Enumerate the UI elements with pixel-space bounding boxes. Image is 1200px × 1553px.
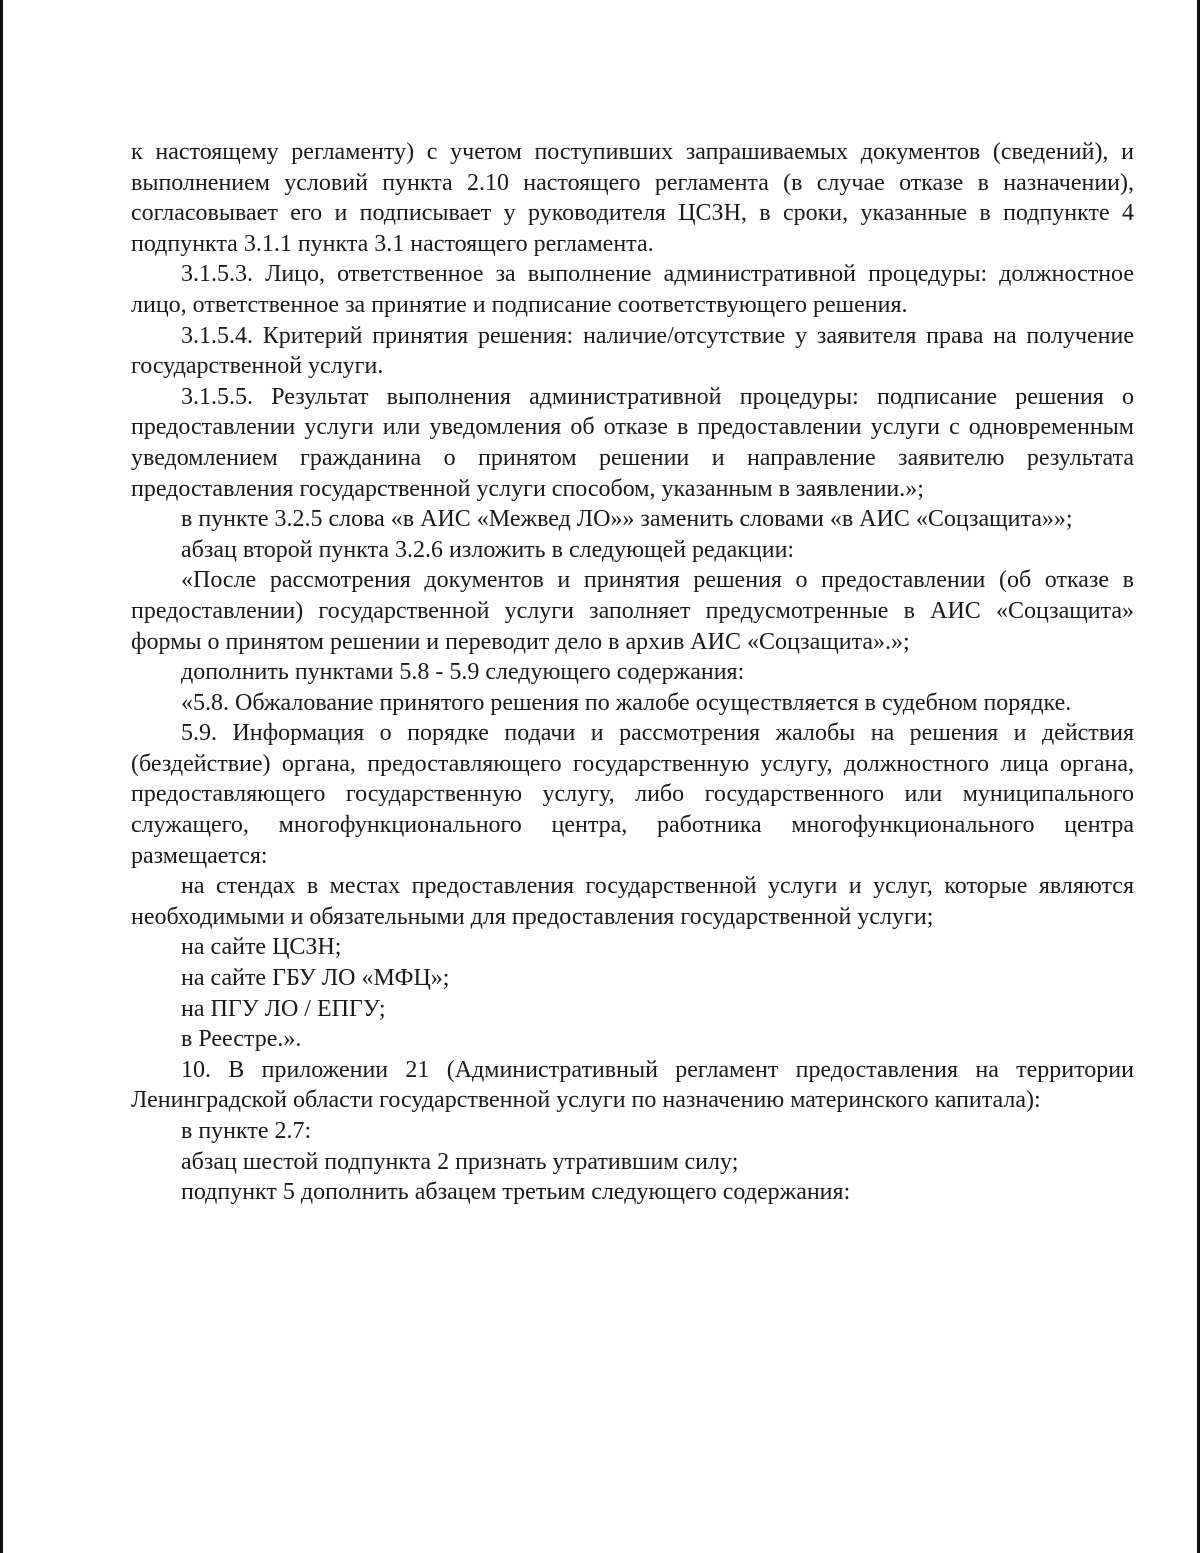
paragraph: в пункте 2.7:	[181, 1118, 312, 1144]
paragraph: на ПГУ ЛО / ЕПГУ;	[181, 995, 386, 1022]
paragraph: «После рассмотрения документов и принятия решения о предоставлении (об отказе в предоставлении) государственной услуги заполняет предусмотренные в АИС «Соцзащита» формы о принятом решении и переводит дело в архив АИС «Соцзащита».»;	[131, 567, 1134, 655]
scan-edge-left	[0, 0, 3, 1553]
paragraph: дополнить пунктами 5.8 - 5.9 следующего содержания:	[181, 659, 745, 686]
document-body	[131, 137, 1134, 1208]
paragraph: подпункт 5 дополнить абзацем третьим следующего содержания:	[181, 1179, 851, 1206]
paragraph: в Реестре.».	[181, 1026, 302, 1053]
paragraph: 3.1.5.5. Результат выполнения административной процедуры: подписание решения о предоставлении услуги или уведомления об отказе в предоставлении услуги с одновременным уведомлением гражданина о принятом решении и направление заявителю результата предоставления государственной услуги способом, указанным в заявлении.»;	[131, 383, 1134, 502]
paragraph: на сайте ГБУ ЛО «МФЦ»;	[181, 965, 450, 992]
paragraph: на стендах в местах предоставления государственной услуги и услуг, которые являются необходимыми и обязательными для предоставления государственной услуги;	[131, 873, 1134, 930]
paragraph: к настоящему регламенту) с учетом поступивших запрашиваемых документов (сведений), и выполнением условий пункта 2.10 настоящего регламента (в случае отказе в назначении), согласовывает его и подписывает у руководителя ЦСЗН, в сроки, указанные в подпункте 4 подпункта 3.1.1 пункта 3.1 настоящего регламента.	[131, 139, 1134, 257]
paragraph: абзац второй пункта 3.2.6 изложить в следующей редакции:	[181, 536, 795, 563]
paragraph: «5.8. Обжалование принятого решения по жалобе осуществляется в судебном порядке.	[181, 689, 1072, 716]
paragraph: 3.1.5.4. Критерий принятия решения: наличие/отсутствие у заявителя права на получение государственной услуги.	[131, 322, 1134, 380]
paragraph: 5.9. Информация о порядке подачи и рассмотрения жалобы на решения и действия (бездействие) органа, предоставляющего государственную услугу, должностного лица органа, предоставляющего государственную услугу, либо государственного или муниципального служащего, многофункционального центра, работника многофункционального центра размещается:	[131, 720, 1134, 869]
paragraph: абзац шестой подпункта 2 признать утратившим силу;	[181, 1148, 739, 1175]
paragraph: 3.1.5.3. Лицо, ответственное за выполнение административной процедуры: должностное лицо, ответственное за принятие и подписание соответствующего решения.	[131, 261, 1134, 318]
paragraph: на сайте ЦСЗН;	[181, 934, 342, 961]
paragraph: 10. В приложении 21 (Административный регламент предоставления на территории Ленинградской области государственной услуги по назначению материнского капитала):	[131, 1056, 1134, 1114]
paragraph: в пункте 3.2.5 слова «в АИС «Межвед ЛО»» заменить словами «в АИС «Соцзащита»»;	[181, 506, 1073, 533]
